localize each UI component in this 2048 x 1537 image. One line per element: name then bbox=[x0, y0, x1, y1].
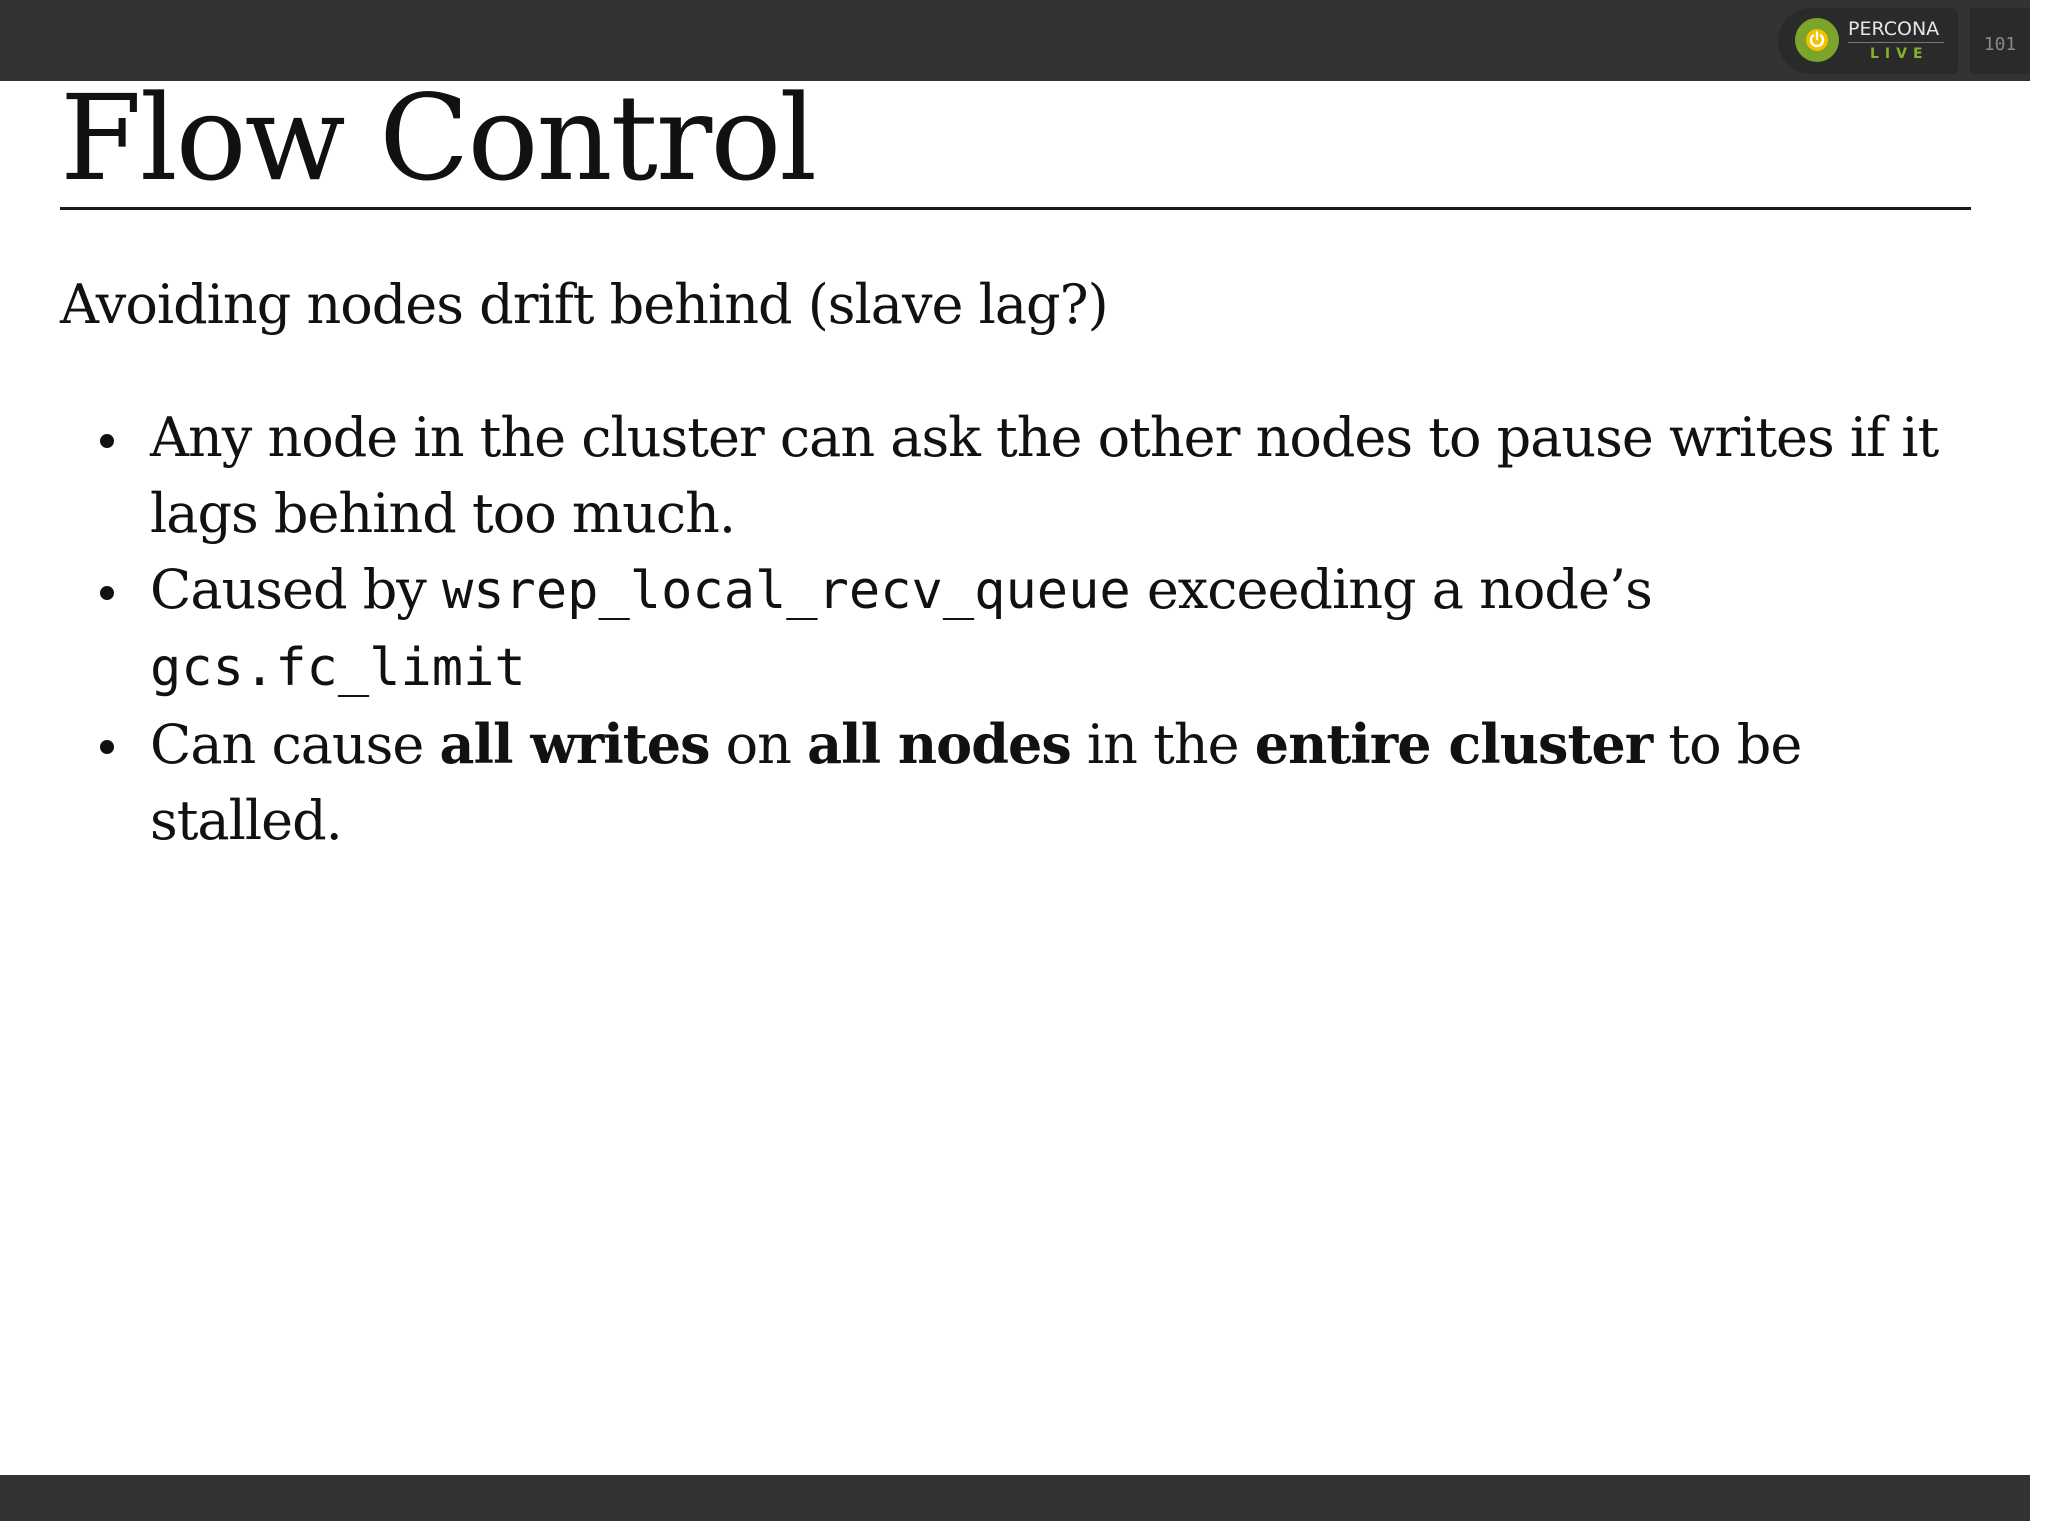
bottom-bar bbox=[0, 1475, 2030, 1521]
bullet-2-prefix: Caused by bbox=[150, 558, 442, 621]
emphasis-all-nodes: all nodes bbox=[807, 712, 1071, 776]
emphasis-all-writes: all writes bbox=[439, 712, 710, 776]
slide-number-box bbox=[1970, 8, 2030, 74]
emphasis-entire-cluster: entire cluster bbox=[1254, 712, 1653, 776]
bullet-2-line-1 bbox=[150, 558, 1652, 621]
bullet-3-text-5: stalled. bbox=[150, 789, 342, 852]
bullet-dot bbox=[100, 740, 114, 754]
bullet-dot bbox=[100, 586, 114, 600]
code-wsrep-local-recv-queue: wsrep_local_recv_queue bbox=[441, 561, 1131, 621]
power-icon bbox=[1795, 18, 1839, 62]
bullet-2-middle: exceeding a node’s bbox=[1130, 558, 1652, 621]
bullet-3-line-1 bbox=[150, 713, 1801, 776]
bullet-dot bbox=[100, 434, 114, 448]
bullet-1-line-2: lags behind too much. bbox=[150, 482, 736, 545]
bullet-3-text-3: in the bbox=[1070, 713, 1255, 776]
bullet-3-text-1: Can cause bbox=[150, 713, 440, 776]
logo-text-live: LIVE bbox=[1870, 46, 1929, 62]
power-icon-glyph bbox=[1805, 28, 1829, 52]
bullet-list bbox=[60, 400, 2000, 859]
slide-subtitle: Avoiding nodes drift behind (slave lag?) bbox=[60, 273, 1108, 336]
logo-text-percona: PERCONA bbox=[1848, 18, 1940, 40]
bullet-3-text-2: on bbox=[709, 713, 808, 776]
slide-number: 101 bbox=[1983, 34, 2017, 55]
bullet-item-1 bbox=[60, 400, 2000, 552]
bullet-item-3 bbox=[60, 706, 2000, 859]
code-gcs-fc-limit: gcs.fc_limit bbox=[150, 638, 526, 698]
bullet-1-line-1: Any node in the cluster can ask the other nodes to pause writes if it bbox=[150, 406, 1939, 469]
logo-divider bbox=[1848, 42, 1944, 43]
slide-title: Flow Control bbox=[60, 69, 816, 207]
percona-live-logo bbox=[1778, 8, 1958, 74]
title-underline bbox=[60, 207, 1971, 210]
bullet-3-text-4: to be bbox=[1652, 713, 1802, 776]
bullet-item-2 bbox=[60, 552, 2000, 706]
